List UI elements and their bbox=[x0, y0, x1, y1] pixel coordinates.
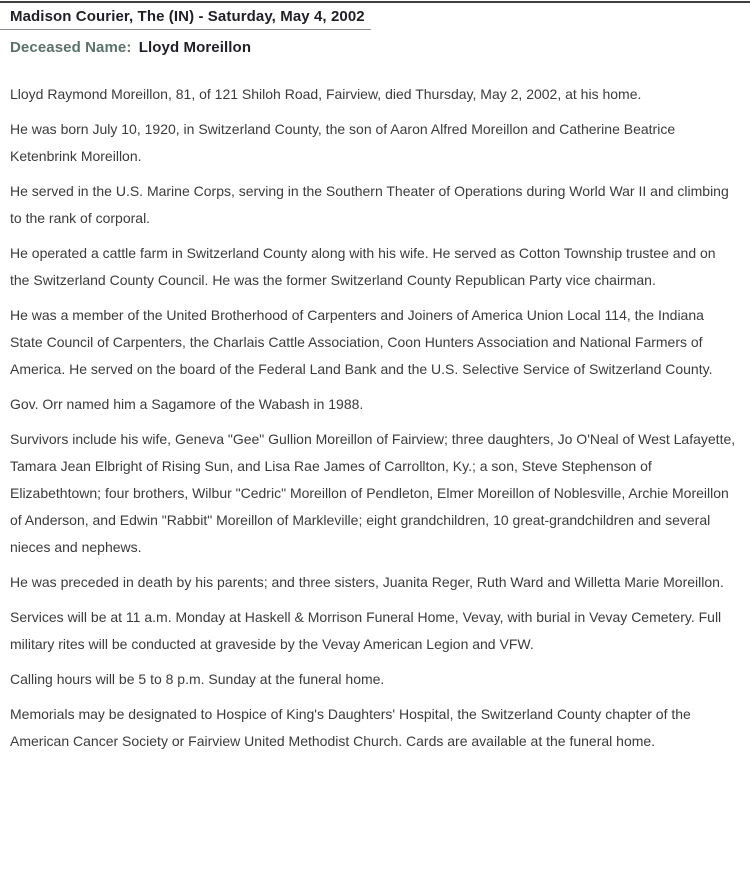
paragraph-birth: He was born July 10, 1920, in Switzerland County, the son of Aaron Alfred Moreillon and Catherine Beatrice Ketenbrink Moreillon. bbox=[10, 121, 676, 164]
paragraph-survivors: Survivors include his wife, Geneva "Gee" Gullion Moreillon of Fairview; three daughters, Jo O'Neal of West Lafayette, Tamara Jean Elbright of Rising Sun, and Lisa Rae James of Carrollton, Ky.; a son, Steve Stephenson of Elizabethtown; four brothers, Wilbur "Cedric" Moreillon of Pendleton, Elmer Moreillon of Noblesville, Archie Moreillon of Anderson, and Edwin "Rabbit" Moreillon of Markleville; eight grandchildren, 10 great-grandchildren and several nieces and nephews. bbox=[10, 431, 736, 555]
deceased-name-label: Deceased Name: bbox=[10, 39, 132, 56]
paragraph-honor: Gov. Orr named him a Sagamore of the Wabash in 1988. bbox=[10, 396, 364, 412]
obituary-body bbox=[0, 56, 750, 773]
obituary-record-page bbox=[0, 1, 750, 890]
record-header bbox=[0, 3, 750, 56]
paragraph-death-notice: Lloyd Raymond Moreillon, 81, of 121 Shiloh Road, Fairview, died Thursday, May 2, 2002, at his home. bbox=[10, 86, 642, 102]
paragraph-services: Services will be at 11 a.m. Monday at Haskell & Morrison Funeral Home, Vevay, with burial in Vevay Cemetery. Full military rites will be conducted at graveside by the Vevay American Legion and VFW. bbox=[10, 609, 722, 652]
deceased-name-value: Lloyd Moreillon bbox=[138, 39, 252, 56]
paragraph-memberships: He was a member of the United Brotherhood of Carpenters and Joiners of America Union Local 114, the Indiana State Council of Carpenters, the Charlais Cattle Association, Coon Hunters Association and National Farmers of America. He served on the board of the Federal Land Bank and the U.S. Selective Service of Switzerland County. bbox=[10, 307, 713, 377]
paragraph-career: He operated a cattle farm in Switzerland County along with his wife. He served as Cotton Township trustee and on the Switzerland County Council. He was the former Switzerland County Republican Party vice chairman. bbox=[10, 245, 716, 288]
source-and-date-heading: Madison Courier, The (IN) - Saturday, May 4, 2002 bbox=[0, 3, 371, 30]
deceased-name-line bbox=[0, 30, 750, 56]
paragraph-military: He served in the U.S. Marine Corps, serving in the Southern Theater of Operations during World War II and climbing to the rank of corporal. bbox=[10, 183, 729, 226]
paragraph-memorials: Memorials may be designated to Hospice of King's Daughters' Hospital, the Switzerland County chapter of the American Cancer Society or Fairview United Methodist Church. Cards are available at the funeral home. bbox=[10, 706, 691, 749]
paragraph-preceded: He was preceded in death by his parents; and three sisters, Juanita Reger, Ruth Ward and Willetta Marie Moreillon. bbox=[10, 574, 724, 590]
paragraph-calling-hours: Calling hours will be 5 to 8 p.m. Sunday at the funeral home. bbox=[10, 671, 385, 687]
